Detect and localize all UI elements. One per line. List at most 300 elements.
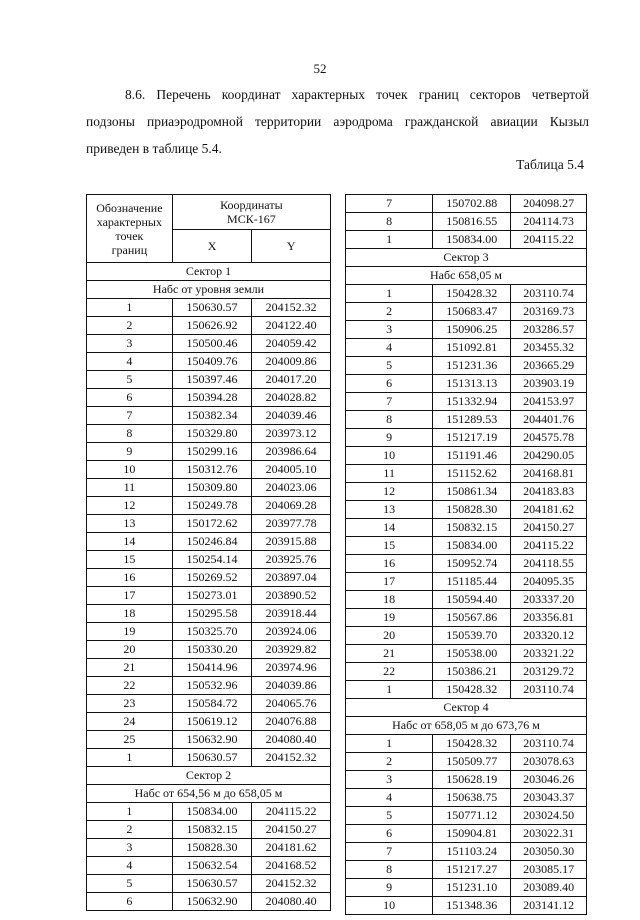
y-coordinate: 204168.52: [252, 857, 331, 875]
point-number: 3: [346, 321, 433, 339]
x-coordinate: 150567.86: [433, 609, 511, 627]
y-coordinate: 203974.96: [252, 659, 331, 677]
y-coordinate: 203169.73: [511, 303, 587, 321]
point-number: 24: [87, 713, 173, 731]
point-number: 5: [346, 357, 433, 375]
sector-title: Сектор 3: [346, 249, 587, 267]
y-coordinate: 204115.22: [511, 231, 587, 249]
point-number: 21: [87, 659, 173, 677]
y-coordinate: 204076.88: [252, 713, 331, 731]
table-row: [87, 713, 331, 731]
table-row: [87, 461, 331, 479]
sector-title-row: [346, 249, 587, 267]
y-coordinate: 203918.44: [252, 605, 331, 623]
point-number: 4: [87, 857, 173, 875]
x-coordinate: 150330.20: [172, 641, 252, 659]
point-number: 17: [346, 573, 433, 591]
point-number: 2: [87, 821, 173, 839]
x-coordinate: 150428.32: [433, 681, 511, 699]
table-row: [87, 749, 331, 767]
x-coordinate: 150630.57: [172, 299, 252, 317]
table-row: [87, 371, 331, 389]
y-coordinate: 204080.40: [252, 731, 331, 749]
point-number: 20: [346, 627, 433, 645]
point-number: 12: [87, 497, 173, 515]
x-coordinate: 150702.88: [433, 195, 511, 213]
x-coordinate: 150299.16: [172, 443, 252, 461]
header-x: X: [172, 230, 252, 263]
y-coordinate: 203977.78: [252, 515, 331, 533]
y-coordinate: 204183.83: [511, 483, 587, 501]
y-coordinate: 203110.74: [511, 681, 587, 699]
table-row: [346, 555, 587, 573]
x-coordinate: 151185.44: [433, 573, 511, 591]
y-coordinate: 204039.46: [252, 407, 331, 425]
point-number: 12: [346, 483, 433, 501]
y-coordinate: 204115.22: [511, 537, 587, 555]
x-coordinate: 150626.92: [172, 317, 252, 335]
sector-height-row: [346, 267, 587, 285]
sector-height: Набс от 654,56 м до 658,05 м: [87, 785, 331, 803]
table-row: [87, 623, 331, 641]
y-coordinate: 204115.22: [252, 803, 331, 821]
table-row: [87, 731, 331, 749]
table-row: [346, 483, 587, 501]
point-number: 21: [346, 645, 433, 663]
sector-height-row: [87, 785, 331, 803]
table-row: [87, 605, 331, 623]
table-row: [87, 353, 331, 371]
x-coordinate: 150832.15: [172, 821, 252, 839]
table-row: [346, 825, 587, 843]
sector-title: Сектор 2: [87, 767, 331, 785]
point-number: 17: [87, 587, 173, 605]
coordinates-table-right: [345, 194, 587, 915]
point-number: 3: [87, 839, 173, 857]
x-coordinate: 150428.32: [433, 735, 511, 753]
y-coordinate: 204098.27: [511, 195, 587, 213]
point-number: 9: [346, 879, 433, 897]
point-number: 11: [87, 479, 173, 497]
table-row: [346, 627, 587, 645]
y-coordinate: 204401.76: [511, 411, 587, 429]
y-coordinate: 204009.86: [252, 353, 331, 371]
table-row: [346, 771, 587, 789]
sector-title: Сектор 4: [346, 699, 587, 717]
table-row: [346, 339, 587, 357]
x-coordinate: 150394.28: [172, 389, 252, 407]
y-coordinate: 204080.40: [252, 893, 331, 911]
table-row: [346, 231, 587, 249]
y-coordinate: 203897.04: [252, 569, 331, 587]
y-coordinate: 204290.05: [511, 447, 587, 465]
point-number: 1: [346, 681, 433, 699]
table-row: [346, 897, 587, 915]
point-number: 25: [87, 731, 173, 749]
x-coordinate: 151191.46: [433, 447, 511, 465]
y-coordinate: 203455.32: [511, 339, 587, 357]
y-coordinate: 203356.81: [511, 609, 587, 627]
table-row: [346, 285, 587, 303]
x-coordinate: 150683.47: [433, 303, 511, 321]
point-number: 2: [87, 317, 173, 335]
point-number: 16: [346, 555, 433, 573]
page-number: 52: [313, 61, 327, 76]
x-coordinate: 150500.46: [172, 335, 252, 353]
table-row: [346, 645, 587, 663]
point-number: 10: [87, 461, 173, 479]
x-coordinate: 150386.21: [433, 663, 511, 681]
point-number: 5: [87, 371, 173, 389]
table-row: [87, 407, 331, 425]
y-coordinate: 204065.76: [252, 695, 331, 713]
y-coordinate: 203141.12: [511, 897, 587, 915]
table-row: [346, 429, 587, 447]
point-number: 9: [346, 429, 433, 447]
x-coordinate: 150828.30: [172, 839, 252, 857]
table-row: [87, 695, 331, 713]
point-number: 7: [346, 195, 433, 213]
table-row: [87, 317, 331, 335]
x-coordinate: 151217.27: [433, 861, 511, 879]
paragraph-line-1: 8.6. Перечень координат характерных точек границ секторов четвертой: [125, 87, 589, 102]
point-number: 1: [346, 285, 433, 303]
x-coordinate: 151092.81: [433, 339, 511, 357]
x-coordinate: 151103.24: [433, 843, 511, 861]
x-coordinate: 150619.12: [172, 713, 252, 731]
table-row: [87, 821, 331, 839]
table-row: [87, 389, 331, 407]
table-row: [87, 497, 331, 515]
y-coordinate: 203915.88: [252, 533, 331, 551]
point-number: 16: [87, 569, 173, 587]
point-number: 6: [346, 375, 433, 393]
point-number: 2: [346, 303, 433, 321]
x-coordinate: 150295.58: [172, 605, 252, 623]
x-coordinate: 151332.94: [433, 393, 511, 411]
table-row: [87, 515, 331, 533]
y-coordinate: 204059.42: [252, 335, 331, 353]
x-coordinate: 150509.77: [433, 753, 511, 771]
table-row: [87, 587, 331, 605]
table-row: [346, 213, 587, 231]
table-row: [87, 425, 331, 443]
point-number: 1: [346, 735, 433, 753]
table-row: [87, 857, 331, 875]
table-row: [87, 335, 331, 353]
x-coordinate: 151289.53: [433, 411, 511, 429]
point-number: 3: [87, 335, 173, 353]
y-coordinate: 204023.06: [252, 479, 331, 497]
table-row: [346, 861, 587, 879]
x-coordinate: 150325.70: [172, 623, 252, 641]
table-row: [87, 803, 331, 821]
y-coordinate: 204069.28: [252, 497, 331, 515]
point-number: 13: [87, 515, 173, 533]
x-coordinate: 150414.96: [172, 659, 252, 677]
y-coordinate: 203050.30: [511, 843, 587, 861]
x-coordinate: 150249.78: [172, 497, 252, 515]
x-coordinate: 150309.80: [172, 479, 252, 497]
table-row: [87, 839, 331, 857]
table-row: [346, 447, 587, 465]
sector-height-row: [87, 281, 331, 299]
table-caption: Таблица 5.4: [516, 157, 584, 172]
y-coordinate: 203286.57: [511, 321, 587, 339]
x-coordinate: 150638.75: [433, 789, 511, 807]
table-row: [87, 569, 331, 587]
point-number: 8: [346, 411, 433, 429]
point-number: 6: [87, 893, 173, 911]
table-row: [87, 641, 331, 659]
y-coordinate: 204168.81: [511, 465, 587, 483]
point-number: 18: [346, 591, 433, 609]
y-coordinate: 204181.62: [511, 501, 587, 519]
y-coordinate: 204150.27: [252, 821, 331, 839]
point-number: 4: [87, 353, 173, 371]
y-coordinate: 203043.37: [511, 789, 587, 807]
table-row: [87, 659, 331, 677]
point-number: 8: [87, 425, 173, 443]
point-number: 23: [87, 695, 173, 713]
header-coordinates: Координаты МСК-167: [172, 195, 330, 230]
table-row: [87, 677, 331, 695]
x-coordinate: 150628.19: [433, 771, 511, 789]
coordinates-table-left: [86, 194, 331, 911]
table-row: [346, 519, 587, 537]
y-coordinate: 203924.06: [252, 623, 331, 641]
point-number: 7: [87, 407, 173, 425]
x-coordinate: 150952.74: [433, 555, 511, 573]
x-coordinate: 150269.52: [172, 569, 252, 587]
point-number: 5: [346, 807, 433, 825]
header-y: Y: [252, 230, 331, 263]
point-number: 20: [87, 641, 173, 659]
y-coordinate: 203022.31: [511, 825, 587, 843]
x-coordinate: 150246.84: [172, 533, 252, 551]
x-coordinate: 150630.57: [172, 749, 252, 767]
y-coordinate: 204153.97: [511, 393, 587, 411]
table-row: [346, 591, 587, 609]
y-coordinate: 203046.26: [511, 771, 587, 789]
x-coordinate: 150397.46: [172, 371, 252, 389]
table-row: [346, 321, 587, 339]
x-coordinate: 150816.55: [433, 213, 511, 231]
y-coordinate: 203085.17: [511, 861, 587, 879]
table-row: [346, 357, 587, 375]
point-number: 19: [87, 623, 173, 641]
point-number: 9: [87, 443, 173, 461]
point-number: 10: [346, 897, 433, 915]
point-number: 14: [87, 533, 173, 551]
x-coordinate: 150273.01: [172, 587, 252, 605]
sector-height: Набс 658,05 м: [346, 267, 587, 285]
paragraph-line-3: приведен в таблице 5.4.: [86, 141, 222, 156]
y-coordinate: 203320.12: [511, 627, 587, 645]
y-coordinate: 204575.78: [511, 429, 587, 447]
point-number: 1: [87, 749, 173, 767]
y-coordinate: 203973.12: [252, 425, 331, 443]
table-body-left: [87, 263, 331, 911]
point-number: 3: [346, 771, 433, 789]
point-number: 1: [346, 231, 433, 249]
x-coordinate: 150834.00: [433, 231, 511, 249]
table-row: [346, 843, 587, 861]
table-row: [346, 573, 587, 591]
table-row: [346, 735, 587, 753]
table-row: [346, 663, 587, 681]
point-number: 15: [87, 551, 173, 569]
x-coordinate: 150329.80: [172, 425, 252, 443]
sector-height-row: [346, 717, 587, 735]
table-row: [346, 195, 587, 213]
y-coordinate: 204118.55: [511, 555, 587, 573]
point-number: 6: [87, 389, 173, 407]
paragraph-line-2: подзоны приаэродромной территории аэродрома гражданской авиации Кызыл: [86, 114, 589, 129]
table-row: [87, 875, 331, 893]
table-row: [346, 465, 587, 483]
table-row: [346, 753, 587, 771]
point-number: 8: [346, 861, 433, 879]
x-coordinate: 150539.70: [433, 627, 511, 645]
point-number: 1: [87, 299, 173, 317]
y-coordinate: 204150.27: [511, 519, 587, 537]
x-coordinate: 150409.76: [172, 353, 252, 371]
point-number: 2: [346, 753, 433, 771]
point-number: 4: [346, 339, 433, 357]
x-coordinate: 150632.90: [172, 731, 252, 749]
y-coordinate: 203337.20: [511, 591, 587, 609]
y-coordinate: 203986.64: [252, 443, 331, 461]
header-point-designation: Обозначение характерных точек границ: [87, 195, 173, 263]
point-number: 14: [346, 519, 433, 537]
point-number: 13: [346, 501, 433, 519]
y-coordinate: 204039.86: [252, 677, 331, 695]
table-body-right: [346, 195, 587, 915]
y-coordinate: 204152.32: [252, 875, 331, 893]
point-number: 22: [346, 663, 433, 681]
point-number: 7: [346, 843, 433, 861]
table-row: [346, 789, 587, 807]
x-coordinate: 150632.90: [172, 893, 252, 911]
point-number: 7: [346, 393, 433, 411]
table-row: [87, 443, 331, 461]
table-row: [346, 501, 587, 519]
x-coordinate: 150254.14: [172, 551, 252, 569]
x-coordinate: 150906.25: [433, 321, 511, 339]
y-coordinate: 203321.22: [511, 645, 587, 663]
table-row: [346, 411, 587, 429]
x-coordinate: 151348.36: [433, 897, 511, 915]
y-coordinate: 204017.20: [252, 371, 331, 389]
y-coordinate: 204114.73: [511, 213, 587, 231]
x-coordinate: 150312.76: [172, 461, 252, 479]
sector-title-row: [346, 699, 587, 717]
sector-height: Набс от уровня земли: [87, 281, 331, 299]
x-coordinate: 150594.40: [433, 591, 511, 609]
table-row: [346, 303, 587, 321]
x-coordinate: 151217.19: [433, 429, 511, 447]
x-coordinate: 150832.15: [433, 519, 511, 537]
table-row: [87, 479, 331, 497]
point-number: 5: [87, 875, 173, 893]
y-coordinate: 203903.19: [511, 375, 587, 393]
y-coordinate: 203024.50: [511, 807, 587, 825]
x-coordinate: 151231.10: [433, 879, 511, 897]
point-number: 8: [346, 213, 433, 231]
table-row: [87, 299, 331, 317]
point-number: 4: [346, 789, 433, 807]
table-row: [87, 551, 331, 569]
table-row: [346, 393, 587, 411]
y-coordinate: 203110.74: [511, 735, 587, 753]
sector-title: Сектор 1: [87, 263, 331, 281]
table-row: [346, 681, 587, 699]
table-header: [87, 195, 331, 263]
table-row: [87, 533, 331, 551]
point-number: 6: [346, 825, 433, 843]
sector-height: Набс от 658,05 м до 673,76 м: [346, 717, 587, 735]
x-coordinate: 151313.13: [433, 375, 511, 393]
x-coordinate: 150382.34: [172, 407, 252, 425]
point-number: 10: [346, 447, 433, 465]
y-coordinate: 203110.74: [511, 285, 587, 303]
point-number: 11: [346, 465, 433, 483]
y-coordinate: 203129.72: [511, 663, 587, 681]
table-row: [87, 893, 331, 911]
point-number: 1: [87, 803, 173, 821]
sector-title-row: [87, 767, 331, 785]
x-coordinate: 150630.57: [172, 875, 252, 893]
table-row: [346, 375, 587, 393]
table-row: [346, 609, 587, 627]
y-coordinate: 203078.63: [511, 753, 587, 771]
point-number: 18: [87, 605, 173, 623]
x-coordinate: 151152.62: [433, 465, 511, 483]
table-row: [346, 879, 587, 897]
x-coordinate: 150172.62: [172, 515, 252, 533]
x-coordinate: 150632.54: [172, 857, 252, 875]
intro-paragraph: [86, 81, 589, 162]
point-number: 19: [346, 609, 433, 627]
point-number: 15: [346, 537, 433, 555]
y-coordinate: 203890.52: [252, 587, 331, 605]
x-coordinate: 150428.32: [433, 285, 511, 303]
y-coordinate: 203925.76: [252, 551, 331, 569]
table-row: [346, 807, 587, 825]
x-coordinate: 150834.00: [172, 803, 252, 821]
x-coordinate: 150771.12: [433, 807, 511, 825]
x-coordinate: 150828.30: [433, 501, 511, 519]
y-coordinate: 204152.32: [252, 299, 331, 317]
y-coordinate: 204028.82: [252, 389, 331, 407]
x-coordinate: 150584.72: [172, 695, 252, 713]
y-coordinate: 204005.10: [252, 461, 331, 479]
table-row: [346, 537, 587, 555]
y-coordinate: 204181.62: [252, 839, 331, 857]
point-number: 22: [87, 677, 173, 695]
sector-title-row: [87, 263, 331, 281]
x-coordinate: 150861.34: [433, 483, 511, 501]
y-coordinate: 204095.35: [511, 573, 587, 591]
y-coordinate: 204152.32: [252, 749, 331, 767]
x-coordinate: 151231.36: [433, 357, 511, 375]
x-coordinate: 150532.96: [172, 677, 252, 695]
y-coordinate: 203665.29: [511, 357, 587, 375]
y-coordinate: 203089.40: [511, 879, 587, 897]
x-coordinate: 150538.00: [433, 645, 511, 663]
y-coordinate: 204122.40: [252, 317, 331, 335]
